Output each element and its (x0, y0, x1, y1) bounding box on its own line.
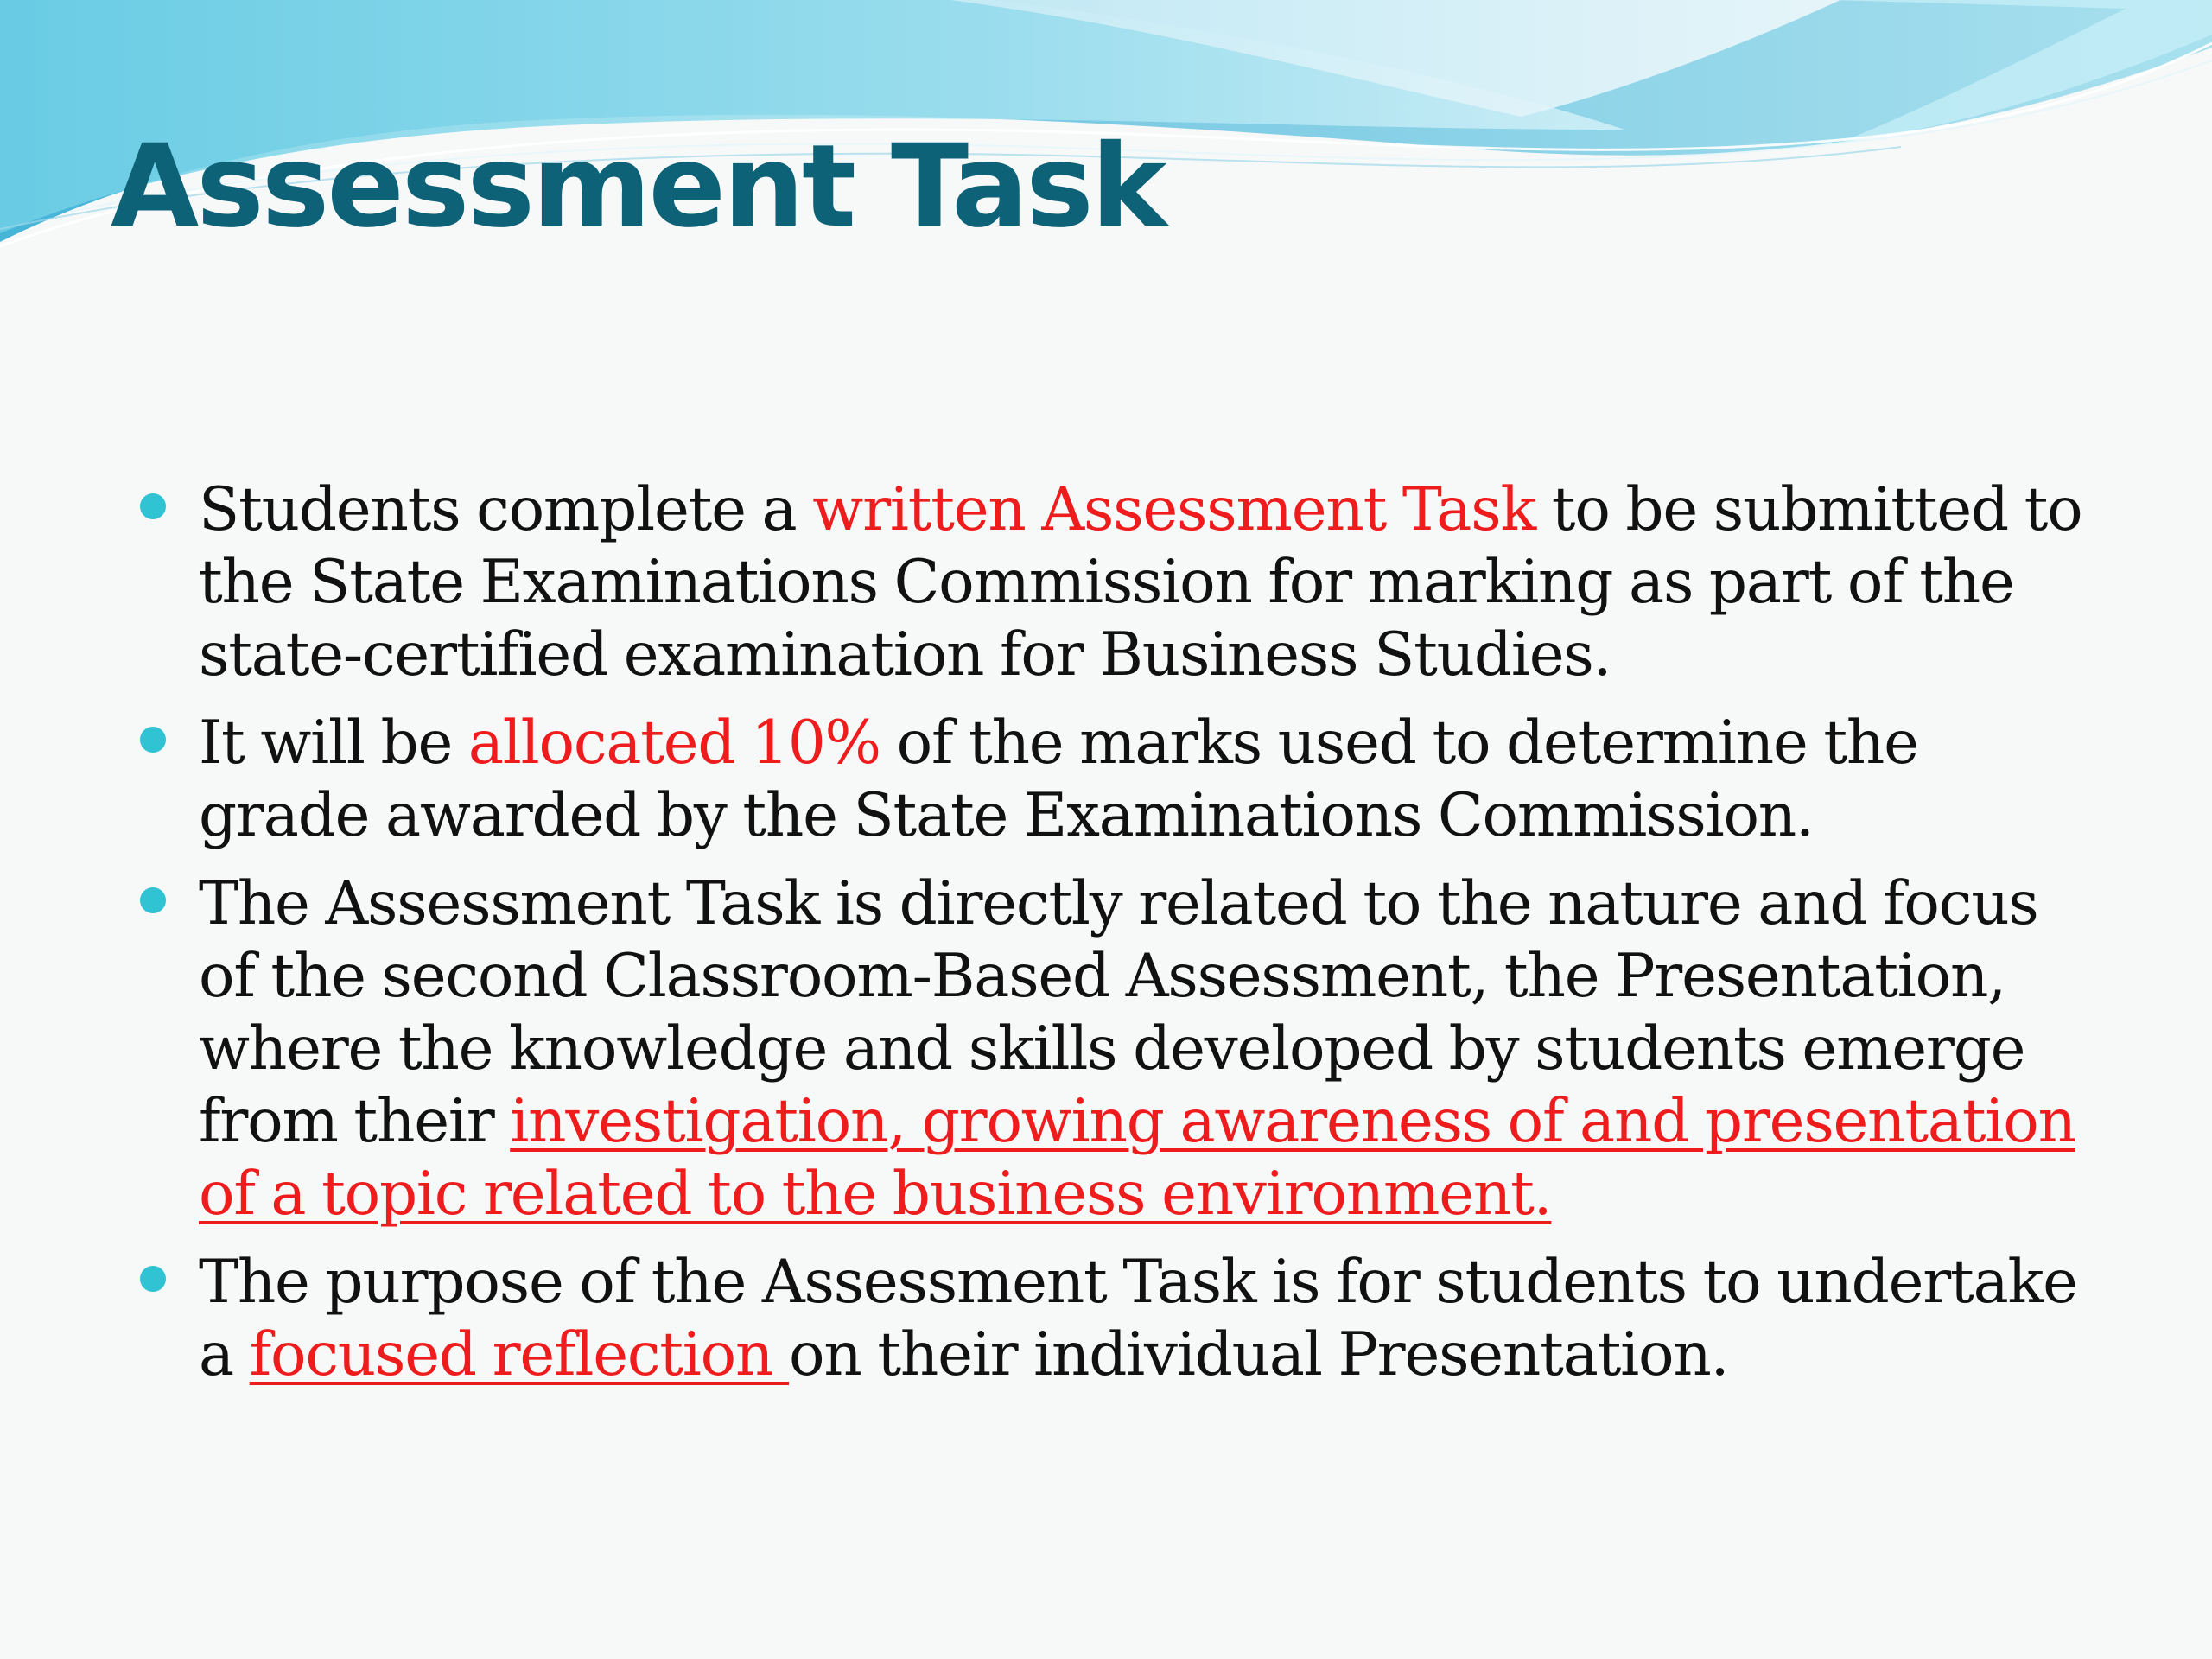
bullet-text: of the marks used to determine the grade awarded by the State Examinations Commission. (199, 709, 1918, 850)
bullet-text: on their individual Presentation. (789, 1320, 1729, 1389)
bullet-text: Students complete a (199, 475, 813, 544)
bullet-text: The Assessment Task is directly related to the nature and focus of the second Classroom-Based Assessment, the Presentation, where the knowledge and skills developed by students emerge from their (199, 869, 2038, 1156)
bullet-dot-icon (140, 493, 166, 519)
bullet-item-relation (199, 868, 2100, 1230)
bullet-list (199, 474, 2100, 1407)
bullet-item-allocation (199, 707, 2100, 852)
highlight-text: written Assessment Task (812, 475, 1536, 544)
bullet-text: The purpose of the Assessment Task is for students to undertake a (199, 1248, 2077, 1389)
bullet-dot-icon (140, 1266, 166, 1292)
bullet-text: It will be (199, 709, 468, 778)
slide-title: Assessment Task (111, 120, 1165, 253)
highlight-underlined-text: investigation, growing awareness of and presentation of a topic related to the business environment. (199, 1087, 2075, 1229)
bullet-text: to be submitted to the State Examinations Commission for marking as part of the state-certified examination for Business Studies. (199, 475, 2082, 690)
bullet-dot-icon (140, 727, 166, 753)
bullet-dot-icon (140, 887, 166, 913)
bullet-item-purpose (199, 1246, 2100, 1391)
highlight-text: allocated 10% (467, 709, 880, 778)
bullet-item-submission (199, 474, 2100, 691)
highlight-underlined-text: focused reflection (249, 1320, 789, 1389)
